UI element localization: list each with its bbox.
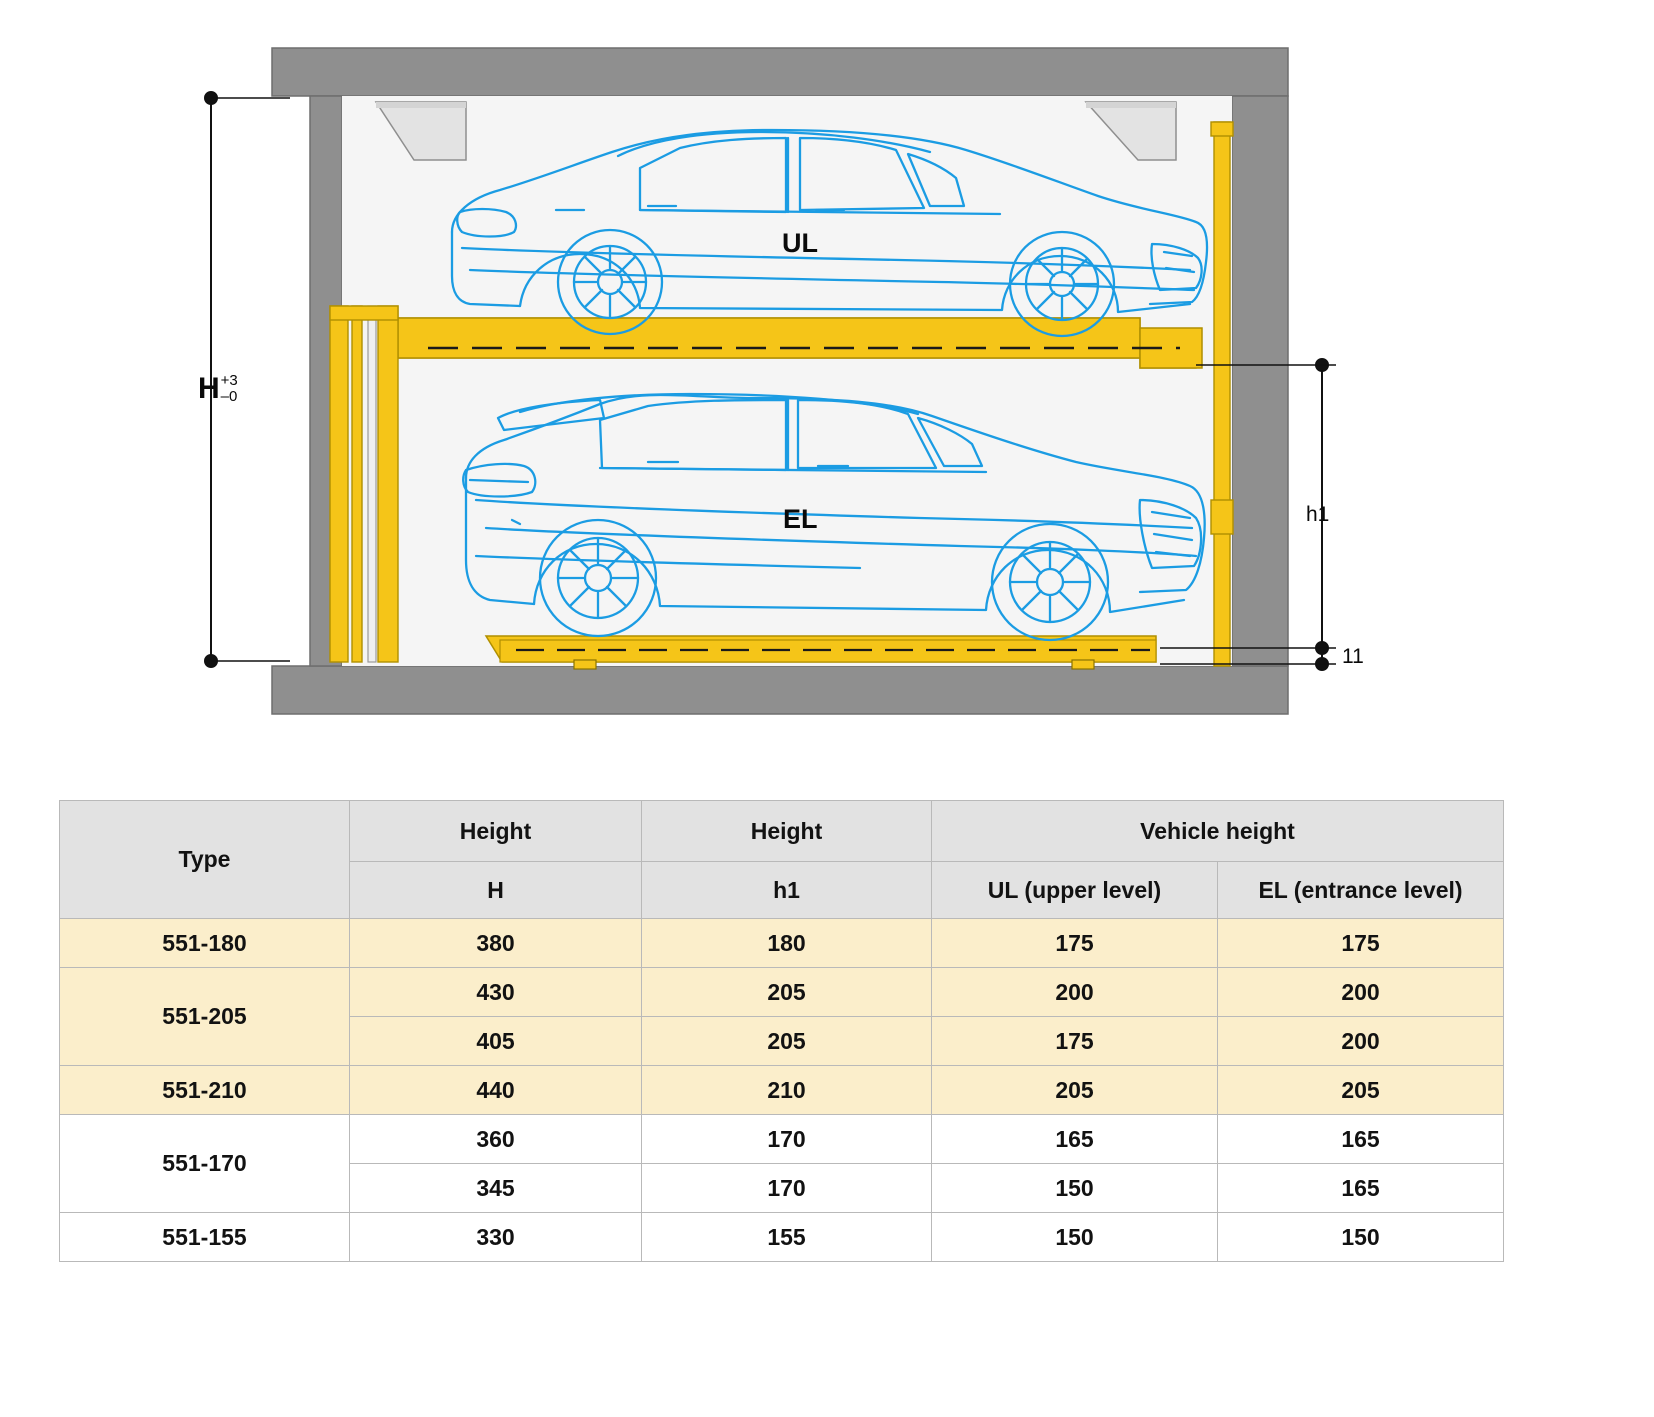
cell-vehicle-height-ul: 165 — [932, 1115, 1218, 1164]
cell-height-h1: 210 — [642, 1066, 932, 1115]
label-upper-level: UL — [782, 228, 818, 258]
specification-table-wrapper — [59, 800, 1503, 1262]
dimension-label-H — [198, 372, 238, 406]
cell-height-h1: 155 — [642, 1213, 932, 1262]
table-row — [60, 1213, 1504, 1262]
dimension-label-h1: h1 — [1306, 503, 1330, 526]
cell-type: 551-210 — [60, 1066, 350, 1115]
cell-height-h1: 170 — [642, 1164, 932, 1213]
specification-table — [59, 800, 1504, 1262]
col-header-height-h: Height — [350, 801, 642, 862]
cell-vehicle-height-el: 200 — [1218, 1017, 1504, 1066]
cell-height-h: 380 — [350, 919, 642, 968]
col-subheader-H: H — [350, 862, 642, 919]
table-row — [60, 1066, 1504, 1115]
tolerance-plus: +3 — [220, 372, 238, 390]
dimension-label-11: 11 — [1342, 645, 1364, 668]
dimension-label-H-text: H — [198, 372, 220, 405]
label-entrance-level: EL — [783, 504, 818, 534]
cell-height-h1: 205 — [642, 968, 932, 1017]
cell-height-h: 330 — [350, 1213, 642, 1262]
cell-vehicle-height-el: 200 — [1218, 968, 1504, 1017]
tolerance-minus: –0 — [220, 388, 238, 406]
cell-vehicle-height-ul: 150 — [932, 1164, 1218, 1213]
cell-height-h: 345 — [350, 1164, 642, 1213]
cell-height-h: 430 — [350, 968, 642, 1017]
cell-vehicle-height-el: 150 — [1218, 1213, 1504, 1262]
table-row — [60, 968, 1504, 1017]
cell-vehicle-height-el: 175 — [1218, 919, 1504, 968]
cell-height-h: 405 — [350, 1017, 642, 1066]
table-header — [60, 801, 1504, 919]
cell-type: 551-155 — [60, 1213, 350, 1262]
col-header-height-h1: Height — [642, 801, 932, 862]
cell-type: 551-205 — [60, 968, 350, 1066]
dimension-label-H-tolerance — [221, 373, 238, 405]
cell-height-h1: 170 — [642, 1115, 932, 1164]
cell-vehicle-height-ul: 205 — [932, 1066, 1218, 1115]
cell-height-h1: 205 — [642, 1017, 932, 1066]
cell-vehicle-height-el: 165 — [1218, 1115, 1504, 1164]
table-header-row-1 — [60, 801, 1504, 862]
cell-vehicle-height-ul: 175 — [932, 919, 1218, 968]
col-header-vehicle-height: Vehicle height — [932, 801, 1504, 862]
cell-height-h: 360 — [350, 1115, 642, 1164]
col-header-type: Type — [60, 801, 350, 919]
table-row — [60, 919, 1504, 968]
table-body — [60, 919, 1504, 1262]
cell-type: 551-180 — [60, 919, 350, 968]
cell-vehicle-height-ul: 150 — [932, 1213, 1218, 1262]
cell-height-h1: 180 — [642, 919, 932, 968]
table-row — [60, 1115, 1504, 1164]
col-subheader-h1: h1 — [642, 862, 932, 919]
cell-vehicle-height-el: 205 — [1218, 1066, 1504, 1115]
cell-vehicle-height-el: 165 — [1218, 1164, 1504, 1213]
cell-vehicle-height-ul: 175 — [932, 1017, 1218, 1066]
concrete-structure — [272, 48, 1288, 714]
cell-type: 551-170 — [60, 1115, 350, 1213]
col-subheader-ul: UL (upper level) — [932, 862, 1218, 919]
col-subheader-el: EL (entrance level) — [1218, 862, 1504, 919]
cell-height-h: 440 — [350, 1066, 642, 1115]
cell-vehicle-height-ul: 200 — [932, 968, 1218, 1017]
